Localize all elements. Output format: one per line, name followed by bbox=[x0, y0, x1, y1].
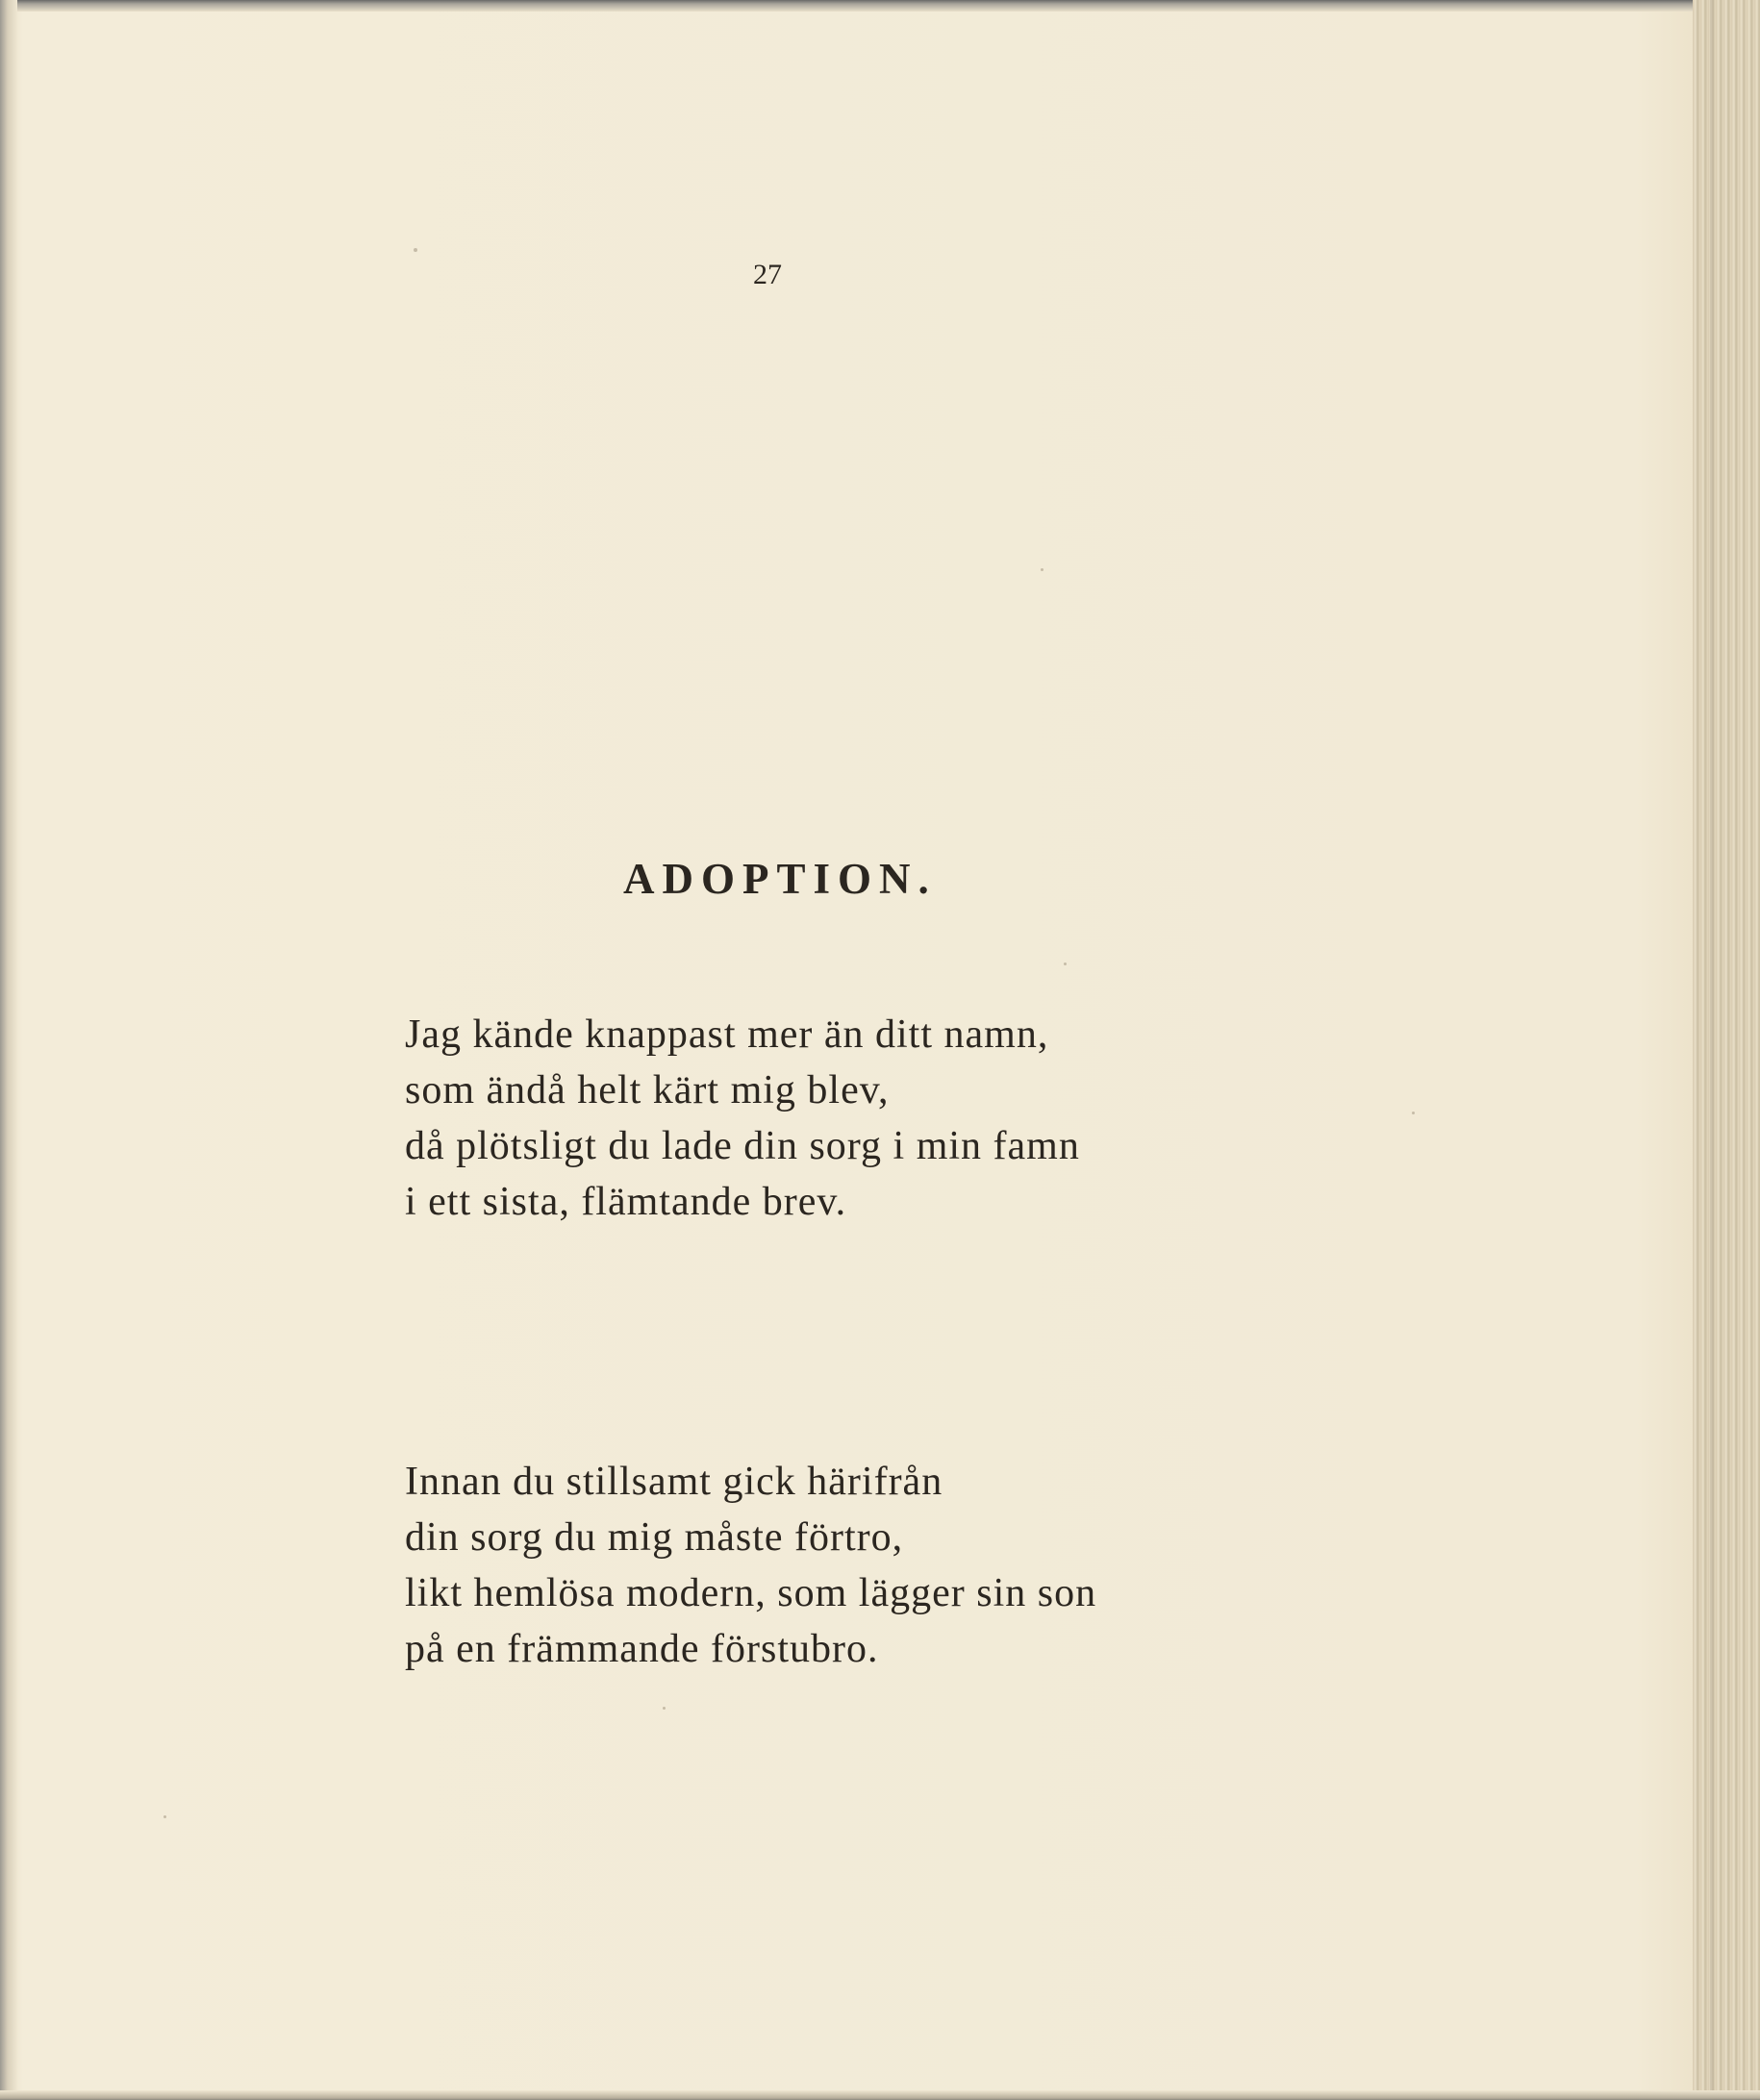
poem-line: Innan du stillsamt gick härifrån bbox=[405, 1460, 943, 1504]
paper-speck bbox=[1041, 568, 1043, 571]
paper-speck bbox=[414, 248, 417, 252]
poem-title: ADOPTION. bbox=[623, 855, 937, 903]
poem-line: då plötsligt du lade din sorg i min famn bbox=[405, 1124, 1080, 1168]
poem-line: din sorg du mig måste förtro, bbox=[405, 1515, 904, 1560]
paper-speck bbox=[1064, 962, 1067, 965]
paper-speck bbox=[663, 1707, 666, 1710]
paper-speck bbox=[163, 1815, 166, 1818]
poem-line: Jag kände knappast mer än ditt namn, bbox=[405, 1012, 1049, 1057]
poem-stanza-1 bbox=[405, 1007, 1080, 1230]
page-number: 27 bbox=[753, 259, 782, 290]
top-page-edge bbox=[0, 0, 1760, 12]
poem-line: likt hemlösa modern, som lägger sin son bbox=[405, 1571, 1097, 1615]
poem-line: på en främmande förstubro. bbox=[405, 1627, 879, 1671]
right-page-shadow bbox=[1710, 0, 1714, 2100]
poem-line: som ändå helt kärt mig blev, bbox=[405, 1068, 890, 1112]
paper-speck bbox=[1412, 1112, 1415, 1114]
poem-line: i ett sista, flämtande brev. bbox=[405, 1180, 847, 1224]
left-page-edge bbox=[0, 0, 17, 2100]
right-page-stack bbox=[1693, 0, 1760, 2100]
poem-stanza-2 bbox=[405, 1454, 1096, 1677]
bottom-page-edge bbox=[0, 2090, 1760, 2100]
